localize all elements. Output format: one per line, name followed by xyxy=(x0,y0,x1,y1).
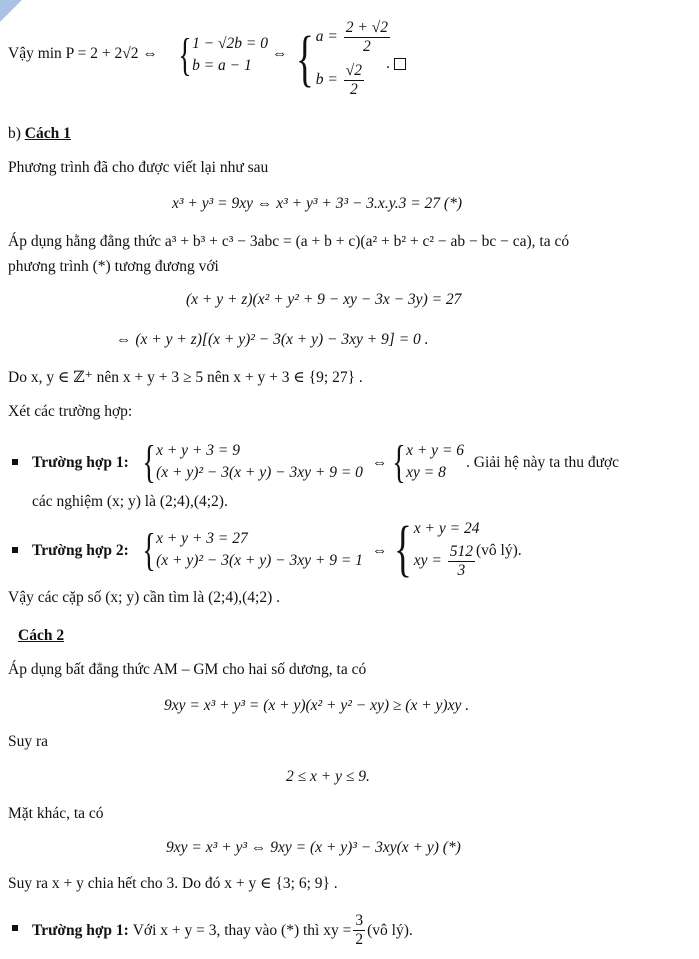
method-1-heading: Cách 1 xyxy=(24,125,71,142)
case-text: Với x + y = 3, thay vào (*) thì xy = xyxy=(132,921,352,939)
method-2-heading: Cách 2 xyxy=(18,627,65,644)
equation-3: ⇔ (x + y + z)[(x + y)² − 3(x + y) − 3xy + 9] = 0 . xyxy=(116,331,429,348)
case-1-system xyxy=(138,433,363,491)
equivalence-symbol: ⇔ xyxy=(372,454,388,471)
suy-ra-text: Suy ra xyxy=(8,733,49,750)
min-p-statement: Vậy min P = 2 + 2√2 ⇔ xyxy=(8,45,158,62)
case-2-result xyxy=(388,508,479,590)
rewrite-text: Phương trình đã cho được viết lại như sau xyxy=(8,159,269,176)
qed-line: . xyxy=(386,56,406,72)
system-row: x + y = 24 xyxy=(413,520,480,538)
system-row: x + y = 6 xyxy=(406,441,465,459)
system-row: x + y + 3 = 9 xyxy=(156,441,240,459)
solution-system xyxy=(290,10,392,108)
fraction: $\frac{3}{2}$ xyxy=(355,912,364,948)
system-row: (x + y)² − 3(x + y) − 3xy + 9 = 1 xyxy=(156,552,363,569)
case-label: Trường hợp 1: xyxy=(32,921,129,939)
b-solution: b = $\frac{√2}{2}$ xyxy=(315,62,362,98)
left-brace: { xyxy=(393,515,412,583)
system-row: xy = $\frac{512}{3}$ xyxy=(413,542,473,579)
divisibility-text: Suy ra x + y chia hết cho 3. Do đó x + y ∈ {3; 6; 9} . xyxy=(8,875,338,892)
equation-star: x³ + y³ = 9xy ⇔ x³ + y³ + 3³ − 3.x.y.3 = 27 (*) xyxy=(172,195,462,212)
fraction: $\frac{512}{3}$ xyxy=(449,542,473,579)
inequality: 9xy = x³ + y³ = (x + y)(x² + y² − xy) ≥ (x + y)xy . xyxy=(164,697,470,714)
page-corner-decoration xyxy=(0,0,22,22)
left-brace: { xyxy=(178,29,192,80)
bullet-icon xyxy=(12,459,18,465)
mat-khac-text: Mặt khác, ta có xyxy=(8,805,104,822)
bullet-icon xyxy=(12,925,18,931)
range-inequality: 2 ≤ x + y ≤ 9. xyxy=(286,768,370,785)
equation-star-2: 9xy = x³ + y³ ⇔ 9xy = (x + y)³ − 3xy(x + y) (*) xyxy=(166,839,461,856)
case-1-result xyxy=(388,433,464,491)
case-2-tail: (vô lý). xyxy=(476,542,522,559)
equivalence-symbol: ⇔ xyxy=(272,45,288,62)
system-row: x + y + 3 = 27 xyxy=(156,529,248,547)
since-text: Do x, y ∈ ℤ⁺ nên x + y + 3 ≥ 5 nên x + y + 3 ∈ {9; 27} . xyxy=(8,369,363,386)
a-solution: a = $\frac{2 + √2}{2}$ xyxy=(315,19,388,56)
case-2-label: Trường hợp 2: xyxy=(32,542,129,559)
equivalence-text: phương trình (*) tương đương với xyxy=(8,258,219,275)
left-brace: { xyxy=(142,524,156,575)
case-tail: (vô lý). xyxy=(367,921,413,939)
left-brace: { xyxy=(142,436,156,487)
fraction: $\frac{√2}{2}$ xyxy=(345,62,362,98)
left-brace: { xyxy=(295,25,314,93)
qed-box-icon xyxy=(394,58,406,70)
left-brace: { xyxy=(392,436,406,487)
system-row: (x + y)² − 3(x + y) − 3xy + 9 = 0 xyxy=(156,464,363,481)
case-2-system xyxy=(138,521,363,579)
amgm-text: Áp dụng bất đẳng thức AM – GM cho hai số dương, ta có xyxy=(8,661,367,678)
part-b-heading: b) Cách 1 xyxy=(8,125,71,142)
system-row: b = a − 1 xyxy=(192,57,252,74)
conclusion-text: Vậy các cặp số (x; y) cần tìm là (2;4),(4;2) . xyxy=(8,589,281,606)
case-1-label: Trường hợp 1: xyxy=(32,454,129,471)
system-row: xy = 8 xyxy=(406,464,446,481)
equivalence-symbol: ⇔ xyxy=(372,542,388,559)
system-1 xyxy=(174,26,268,84)
fraction: $\frac{2 + √2}{2}$ xyxy=(345,19,388,56)
case-1-tail: . Giải hệ này ta thu được xyxy=(466,454,620,471)
bullet-icon xyxy=(12,547,18,553)
identity-text: Áp dụng hằng đẳng thức a³ + b³ + c³ − 3abc = (a + b + c)(a² + b² + c² − ab − bc − ca), ta có xyxy=(8,233,570,250)
case-1-solutions: các nghiệm (x; y) là (2;4),(4;2). xyxy=(32,493,228,510)
method-2-case-1 xyxy=(32,912,413,949)
equation-2: (x + y + z)(x² + y² + 9 − xy − 3x − 3y) = 27 xyxy=(186,291,462,308)
cases-text: Xét các trường hợp: xyxy=(8,403,133,420)
system-row: 1 − √2b = 0 xyxy=(192,34,269,52)
